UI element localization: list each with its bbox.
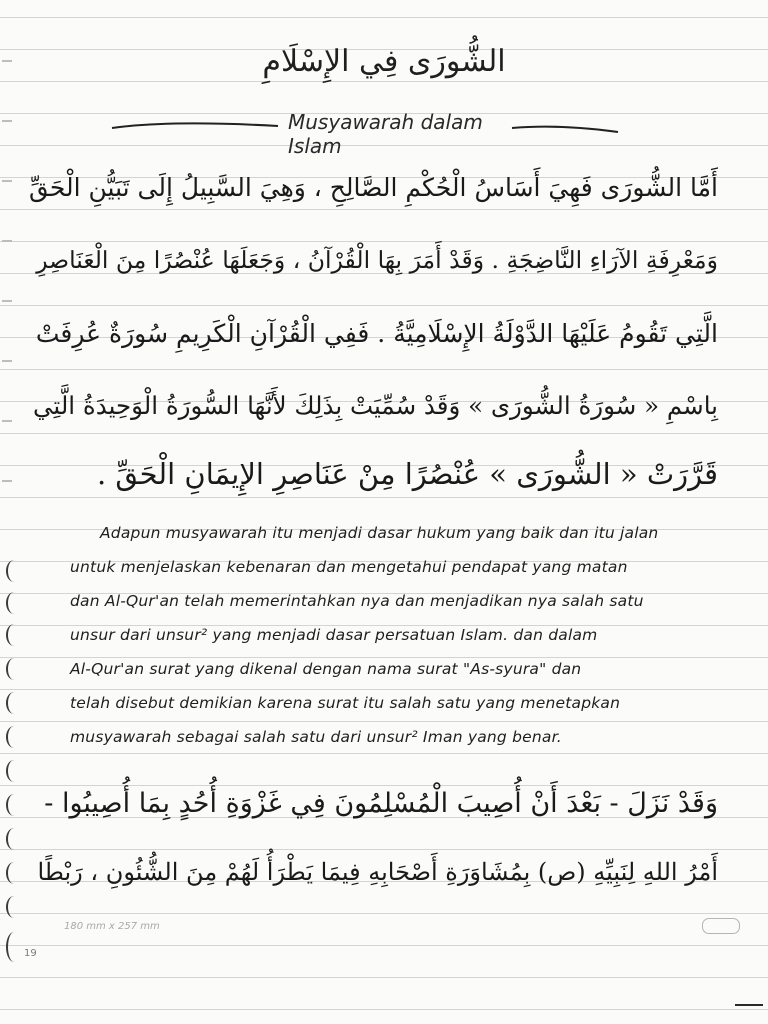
date-box bbox=[702, 918, 740, 934]
page-subtitle-latin: Musyawarah dalam Islam bbox=[288, 110, 483, 158]
arabic-line-7: أَمْرُ اللهِ لِنَبِيِّهِ (ص) بِمُشَاوَرَةِ أَصْحَابِهِ فِيمَا يَطْرَأُ لَهُمْ مِنَ الشُّئُونِ ، رَبْطًا bbox=[37, 858, 718, 886]
arabic-line-2: وَمَعْرِفَةِ الآرَاءِ النَّاضِجَةِ . وَقَدْ أَمَرَ بِهَا الْقُرْآنُ ، وَجَعَلَهَا عُنْصُرًا مِنَ الْعَنَاصِرِ bbox=[36, 246, 718, 274]
page-number: 19 bbox=[24, 948, 37, 959]
arabic-line-5: قَرَّرَتْ « الشُّورَى » عُنْصُرًا مِنْ عَنَاصِرِ الإِيمَانِ الْحَقِّ . bbox=[96, 457, 718, 491]
swash-left-decoration bbox=[110, 116, 280, 136]
binder-holes bbox=[0, 0, 40, 1024]
arabic-line-1: أَمَّا الشُّورَى فَهِيَ أَسَاسُ الْحُكْمِ الصَّالِحِ ، وَهِيَ السَّبِيلُ إِلَى تَبَيُّنِ الْحَقِّ bbox=[29, 173, 718, 202]
arabic-line-6: وَقَدْ نَزَلَ - بَعْدَ أَنْ أُصِيبَ الْمُسْلِمُونَ فِي غَزْوَةِ أُحُدٍ بِمَا أُصِيبُوا - bbox=[44, 788, 718, 819]
arabic-line-4: بِاسْمِ « سُورَةُ الشُّورَى » وَقَدْ سُمِّيَتْ بِذَلِكَ لأَنَّهَا السُّورَةُ الْوَحِيدَةُ الَّتِي bbox=[33, 391, 718, 420]
latin-line-1: Adapun musyawarah itu menjadi dasar hukum yang baik dan itu jalan bbox=[100, 524, 659, 542]
latin-line-6: telah disebut demikian karena surat itu salah satu yang menetapkan bbox=[70, 694, 621, 712]
page-title-arabic: الشُّورَى فِي الإِسْلَامِ bbox=[262, 44, 506, 79]
latin-line-7: musyawarah sebagai salah satu dari unsur² Iman yang benar. bbox=[70, 728, 562, 746]
paper-size-label: 180 mm x 257 mm bbox=[64, 921, 160, 932]
latin-line-4: unsur dari unsur² yang menjadi dasar persatuan Islam. dan dalam bbox=[70, 626, 598, 644]
latin-line-5: Al-Qur'an surat yang dikenal dengan nama surat "As-syura" dan bbox=[70, 660, 582, 678]
arabic-line-3: الَّتِي تَقُومُ عَلَيْهَا الدَّوْلَةُ الإِسْلَامِيَّةُ . فَفِي الْقُرْآنِ الْكَرِيمِ سُورَةٌ عُرِفَتْ bbox=[35, 319, 718, 348]
subtitle-row bbox=[110, 108, 610, 158]
latin-line-2: untuk menjelaskan kebenaran dan mengetahui pendapat yang matan bbox=[70, 558, 628, 576]
swash-right-decoration bbox=[510, 122, 620, 140]
corner-mark bbox=[735, 1004, 763, 1006]
latin-line-3: dan Al-Qur'an telah memerintahkan nya dan menjadikan nya salah satu bbox=[70, 592, 644, 610]
